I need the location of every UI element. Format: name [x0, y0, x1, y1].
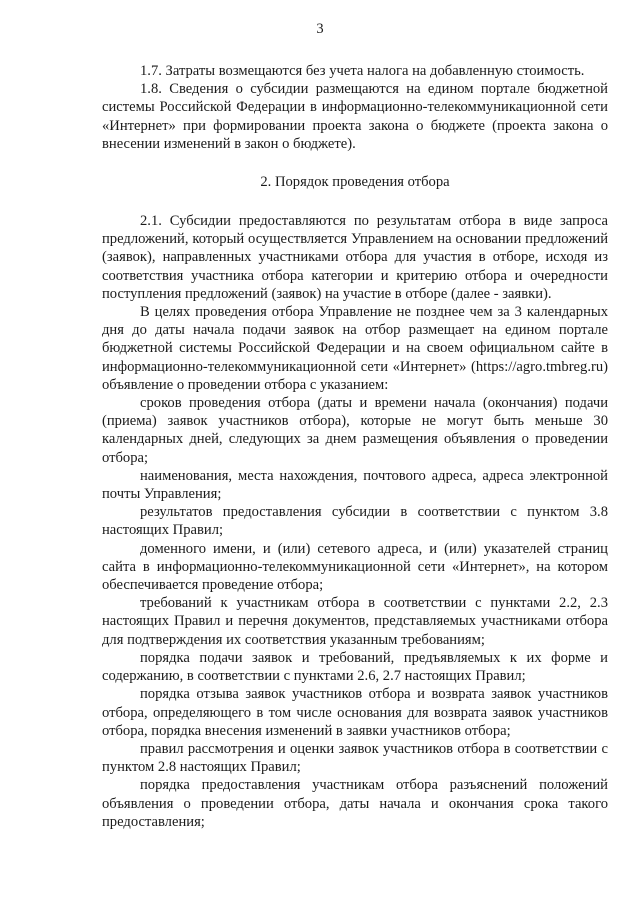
paragraph-1-8: 1.8. Сведения о субсидии размещаются на едином портале бюджетной системы Российской Федерации в информационно-телекоммуникационной сети «Интернет» при формировании проекта закона о бюджете (проекта закона о внесении изменений в закон о бюджете).	[102, 81, 608, 152]
list-item-withdrawal: порядка отзыва заявок участников отбора и возврата заявок участников отбора, определяющего в том числе основания для возврата заявок участников отбора, порядка внесения изменений в заявки участников отбора;	[102, 686, 608, 739]
list-item-deadlines: сроков проведения отбора (даты и времени начала (окончания) подачи (приема) заявок участников отбора), которые не могут быть меньше 30 календарных дней, следующих за днем размещения объявления о проведении отбора;	[102, 395, 608, 466]
list-item-results: результатов предоставления субсидии в соответствии с пунктом 3.8 настоящих Правил;	[102, 504, 608, 539]
list-item-submission: порядка подачи заявок и требований, предъявляемых к их форме и содержанию, в соответствии с пунктами 2.6, 2.7 настоящих Правил;	[102, 649, 608, 685]
page-number: 3	[316, 21, 324, 37]
section-heading: 2. Порядок проведения отбора	[260, 174, 450, 191]
list-item-contacts: наименования, места нахождения, почтового адреса, адреса электронной почты Управления;	[102, 467, 608, 503]
paragraph-2-1: 2.1. Субсидии предоставляются по результатам отбора в виде запроса предложений, который осуществляется Управлением на основании предложений (заявок), направленных участниками отбора для участия в отборе, исходя из соответствия участника отбора категории и критерию отбора и очередности поступления предложений (заявок) на участие в отборе (далее - заявки).	[102, 213, 608, 302]
paragraph-1-7: 1.7. Затраты возмещаются без учета налога на добавленную стоимость.	[140, 63, 585, 79]
document-body	[102, 62, 608, 831]
list-item-domain: доменного имени, и (или) сетевого адреса, и (или) указателей страниц сайта в информационно-телекоммуникационной сети «Интернет», на котором обеспечивается проведение отбора;	[102, 540, 608, 594]
list-item-evaluation: правил рассмотрения и оценки заявок участников отбора в соответствии с пунктом 2.8 настоящих Правил;	[102, 740, 608, 776]
list-item-clarifications: порядка предоставления участникам отбора разъяснений положений объявления о проведении отбора, даты начала и окончания срока такого предоставления;	[102, 777, 608, 830]
list-item-requirements: требований к участникам отбора в соответствии с пунктами 2.2, 2.3 настоящих Правил и перечня документов, представляемых участниками отбора для подтверждения их соответствия указанным требованиям;	[102, 595, 608, 648]
paragraph-announcement: В целях проведения отбора Управление не позднее чем за 3 календарных дня до даты начала подачи заявок на отбор размещает на едином портале бюджетной системы Российской Федерации и на своем официальном сайте в информационно-телекоммуникационной сети «Интернет» (https://agro.tmbreg.ru) объявление о проведении отбора с указанием:	[102, 304, 608, 393]
